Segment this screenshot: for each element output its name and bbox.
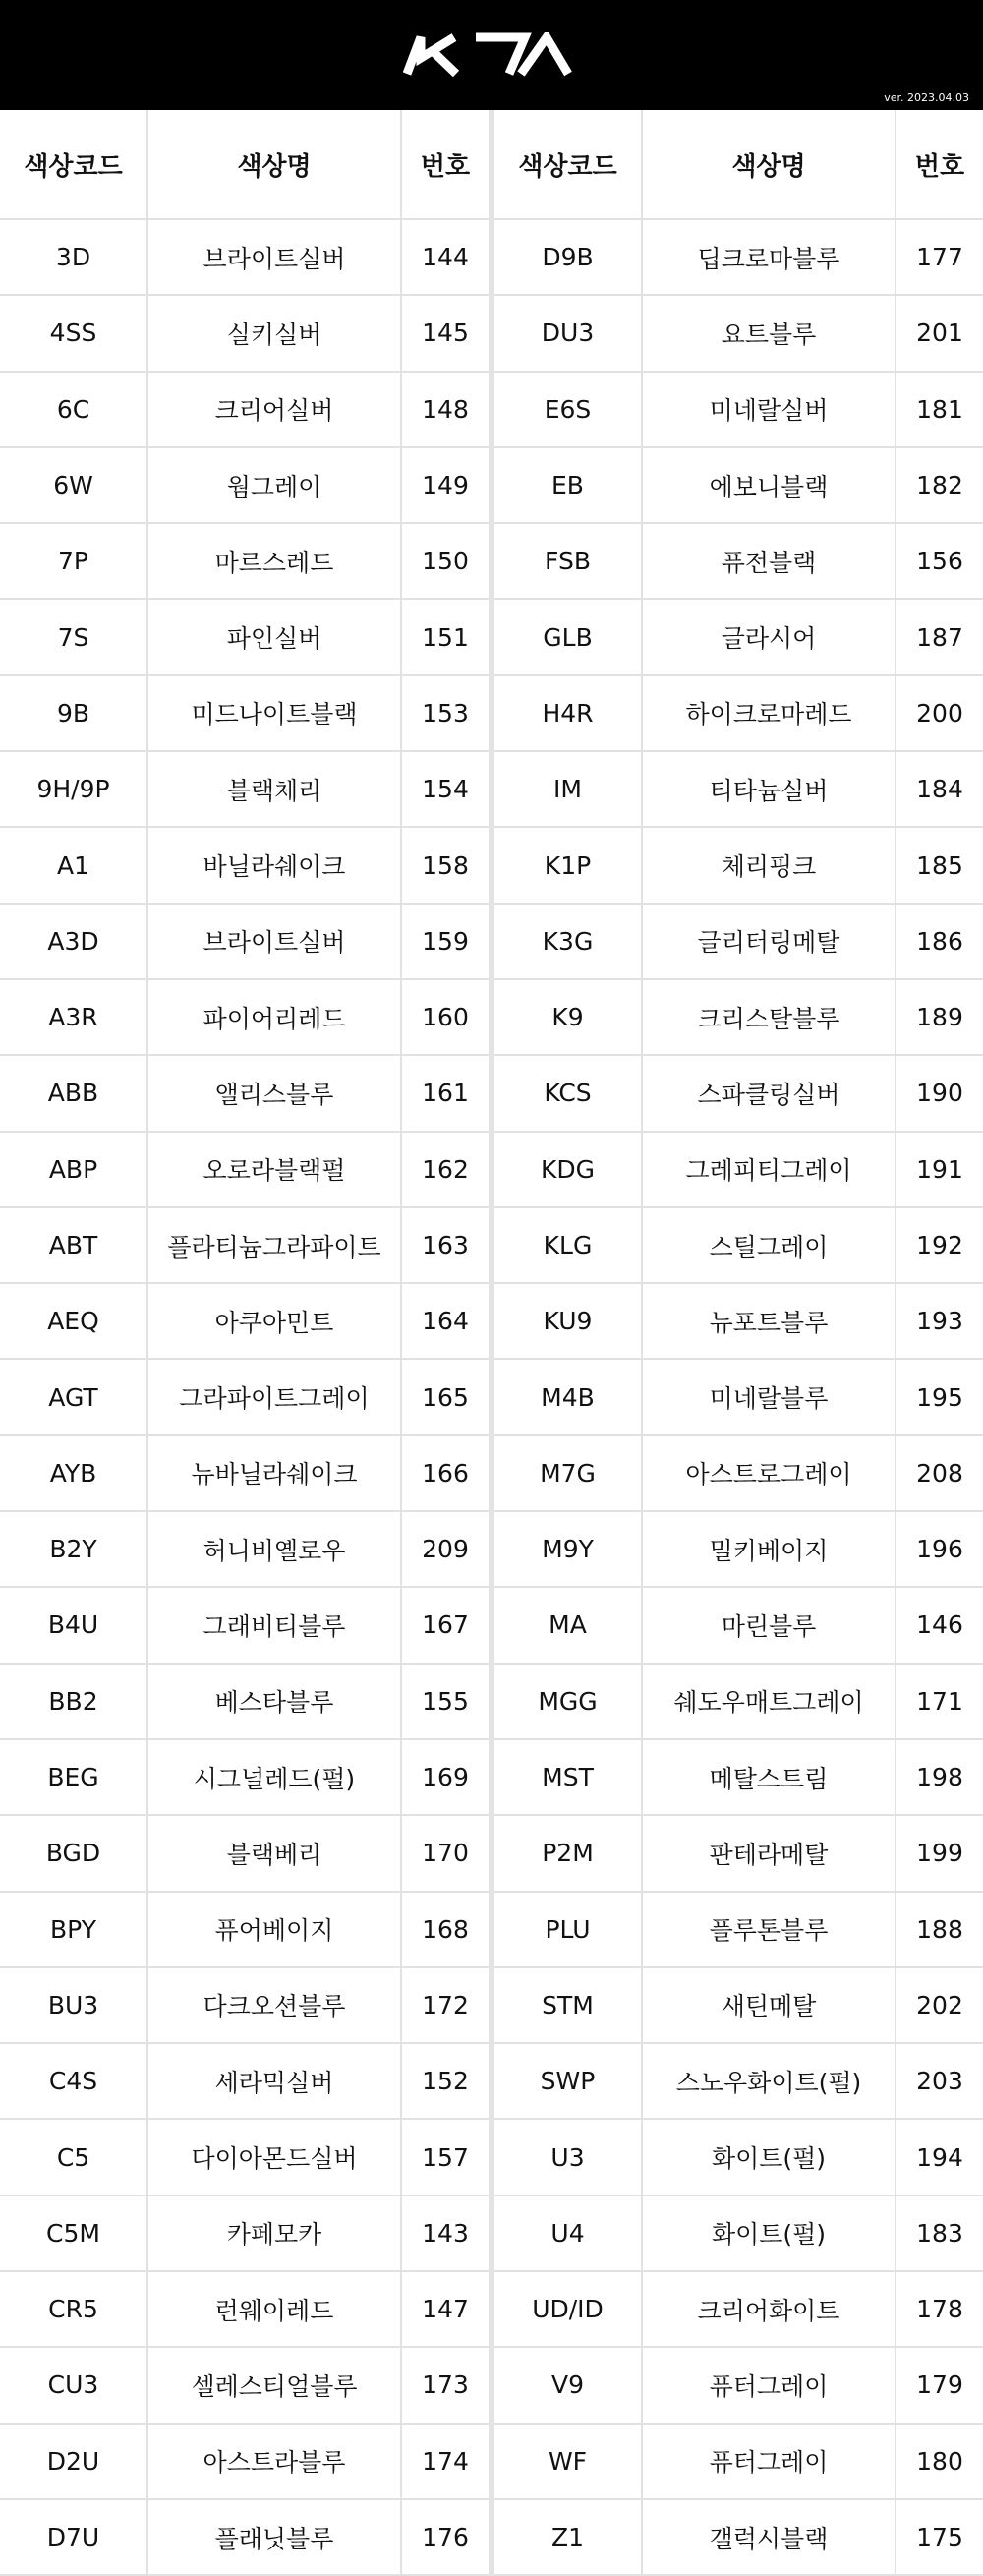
color-name-cell: 셀레스티얼블루 bbox=[147, 2347, 401, 2423]
color-code-cell: H4R bbox=[494, 675, 642, 751]
table-row bbox=[494, 2043, 983, 2119]
color-number-cell: 182 bbox=[896, 447, 983, 523]
color-name-cell: 뉴바닐라쉐이크 bbox=[147, 1435, 401, 1511]
color-code-cell: K9 bbox=[494, 979, 642, 1055]
table-row bbox=[0, 599, 489, 674]
color-code-cell: 3D bbox=[0, 219, 147, 295]
table-row bbox=[494, 2499, 983, 2575]
color-code-cell: C5 bbox=[0, 2119, 147, 2195]
color-name-cell: 아스트라블루 bbox=[147, 2424, 401, 2499]
color-number-cell: 151 bbox=[401, 599, 489, 674]
color-number-cell: 164 bbox=[401, 1283, 489, 1359]
table-row bbox=[494, 2119, 983, 2195]
color-code-cell: GLB bbox=[494, 599, 642, 674]
table-row bbox=[494, 675, 983, 751]
color-code-cell: KDG bbox=[494, 1132, 642, 1207]
color-number-cell: 155 bbox=[401, 1664, 489, 1739]
table-row bbox=[0, 523, 489, 599]
color-name-cell: 미네랄블루 bbox=[642, 1359, 896, 1434]
color-name-cell: 브라이트실버 bbox=[147, 219, 401, 295]
color-code-cell: U4 bbox=[494, 2195, 642, 2271]
table-row bbox=[0, 2271, 489, 2347]
color-number-cell: 191 bbox=[896, 1132, 983, 1207]
header-color-code: 색상코드 bbox=[0, 110, 147, 219]
color-name-cell: 화이트(펄) bbox=[642, 2195, 896, 2271]
color-code-cell: AYB bbox=[0, 1435, 147, 1511]
header-color-name: 색상명 bbox=[642, 110, 896, 219]
color-code-cell: MGG bbox=[494, 1664, 642, 1739]
color-name-cell: 퓨전블랙 bbox=[642, 523, 896, 599]
table-row bbox=[0, 372, 489, 447]
color-name-cell: 아쿠아민트 bbox=[147, 1283, 401, 1359]
color-number-cell: 209 bbox=[401, 1511, 489, 1587]
color-name-cell: 아스트로그레이 bbox=[642, 1435, 896, 1511]
header-number: 번호 bbox=[401, 110, 489, 219]
color-code-cell: CU3 bbox=[0, 2347, 147, 2423]
color-name-cell: 미네랄실버 bbox=[642, 372, 896, 447]
color-number-cell: 188 bbox=[896, 1892, 983, 1967]
table-row bbox=[494, 372, 983, 447]
color-name-cell: 크리스탈블루 bbox=[642, 979, 896, 1055]
color-name-cell: 카페모카 bbox=[147, 2195, 401, 2271]
color-name-cell: 새틴메탈 bbox=[642, 1967, 896, 2043]
table-row bbox=[494, 1664, 983, 1739]
table-row bbox=[0, 1359, 489, 1434]
table-row bbox=[0, 827, 489, 903]
table-row bbox=[494, 751, 983, 827]
table-body-right bbox=[494, 219, 983, 2575]
kia-logo-icon bbox=[403, 32, 580, 78]
table-row bbox=[0, 2195, 489, 2271]
table-row bbox=[494, 2271, 983, 2347]
header-color-name: 색상명 bbox=[147, 110, 401, 219]
table-row bbox=[0, 2119, 489, 2195]
color-name-cell: 블랙베리 bbox=[147, 1815, 401, 1891]
table-row bbox=[0, 751, 489, 827]
color-code-cell: FSB bbox=[494, 523, 642, 599]
table-row bbox=[0, 1435, 489, 1511]
color-name-cell: 앨리스블루 bbox=[147, 1055, 401, 1131]
color-name-cell: 베스타블루 bbox=[147, 1664, 401, 1739]
table-row bbox=[0, 1055, 489, 1131]
color-number-cell: 179 bbox=[896, 2347, 983, 2423]
color-name-cell: 플루톤블루 bbox=[642, 1892, 896, 1967]
color-name-cell: 퓨어베이지 bbox=[147, 1892, 401, 1967]
color-code-cell: 7P bbox=[0, 523, 147, 599]
table-row bbox=[494, 219, 983, 295]
table-row bbox=[0, 295, 489, 371]
table-row bbox=[494, 1815, 983, 1891]
table-row bbox=[0, 447, 489, 523]
color-code-cell: EB bbox=[494, 447, 642, 523]
color-name-cell: 퓨터그레이 bbox=[642, 2347, 896, 2423]
table-header-row bbox=[0, 110, 489, 219]
color-code-tables bbox=[0, 110, 983, 2576]
color-name-cell: 스틸그레이 bbox=[642, 1207, 896, 1283]
table-row bbox=[0, 1664, 489, 1739]
table-row bbox=[494, 1055, 983, 1131]
color-code-cell: M9Y bbox=[494, 1511, 642, 1587]
color-number-cell: 198 bbox=[896, 1739, 983, 1815]
color-name-cell: 플래닛블루 bbox=[147, 2499, 401, 2575]
color-number-cell: 175 bbox=[896, 2499, 983, 2575]
color-code-cell: STM bbox=[494, 1967, 642, 2043]
color-name-cell: 요트블루 bbox=[642, 295, 896, 371]
table-row bbox=[0, 1511, 489, 1587]
color-number-cell: 189 bbox=[896, 979, 983, 1055]
color-name-cell: 마르스레드 bbox=[147, 523, 401, 599]
color-code-cell: SWP bbox=[494, 2043, 642, 2119]
table-row bbox=[494, 1207, 983, 1283]
table-row bbox=[0, 1892, 489, 1967]
color-number-cell: 145 bbox=[401, 295, 489, 371]
color-number-cell: 190 bbox=[896, 1055, 983, 1131]
color-number-cell: 180 bbox=[896, 2424, 983, 2499]
color-number-cell: 152 bbox=[401, 2043, 489, 2119]
color-table-left bbox=[0, 110, 489, 2576]
table-row bbox=[494, 2195, 983, 2271]
color-name-cell: 허니비옐로우 bbox=[147, 1511, 401, 1587]
color-number-cell: 196 bbox=[896, 1511, 983, 1587]
color-number-cell: 195 bbox=[896, 1359, 983, 1434]
color-number-cell: 146 bbox=[896, 1587, 983, 1663]
color-name-cell: 판테라메탈 bbox=[642, 1815, 896, 1891]
color-number-cell: 153 bbox=[401, 675, 489, 751]
color-code-cell: A1 bbox=[0, 827, 147, 903]
header-bar bbox=[0, 0, 983, 110]
color-number-cell: 166 bbox=[401, 1435, 489, 1511]
color-code-cell: BB2 bbox=[0, 1664, 147, 1739]
color-name-cell: 티타늄실버 bbox=[642, 751, 896, 827]
color-code-cell: V9 bbox=[494, 2347, 642, 2423]
color-number-cell: 200 bbox=[896, 675, 983, 751]
color-number-cell: 158 bbox=[401, 827, 489, 903]
color-name-cell: 세라믹실버 bbox=[147, 2043, 401, 2119]
color-code-cell: CR5 bbox=[0, 2271, 147, 2347]
color-code-cell: D2U bbox=[0, 2424, 147, 2499]
table-row bbox=[494, 1132, 983, 1207]
color-name-cell: 체리핑크 bbox=[642, 827, 896, 903]
color-number-cell: 201 bbox=[896, 295, 983, 371]
color-number-cell: 161 bbox=[401, 1055, 489, 1131]
color-code-cell: BEG bbox=[0, 1739, 147, 1815]
color-code-cell: C4S bbox=[0, 2043, 147, 2119]
color-number-cell: 160 bbox=[401, 979, 489, 1055]
color-table-right bbox=[494, 110, 983, 2576]
table-row bbox=[0, 2043, 489, 2119]
color-code-cell: WF bbox=[494, 2424, 642, 2499]
color-code-cell: 6C bbox=[0, 372, 147, 447]
color-code-cell: PLU bbox=[494, 1892, 642, 1967]
color-code-cell: AGT bbox=[0, 1359, 147, 1434]
color-code-cell: U3 bbox=[494, 2119, 642, 2195]
color-code-cell: MA bbox=[494, 1587, 642, 1663]
color-code-cell: ABT bbox=[0, 1207, 147, 1283]
color-number-cell: 157 bbox=[401, 2119, 489, 2195]
color-number-cell: 183 bbox=[896, 2195, 983, 2271]
table-header-row bbox=[494, 110, 983, 219]
color-code-cell: MST bbox=[494, 1739, 642, 1815]
table-row bbox=[0, 2499, 489, 2575]
color-number-cell: 149 bbox=[401, 447, 489, 523]
color-code-cell: 9B bbox=[0, 675, 147, 751]
color-name-cell: 그래비티블루 bbox=[147, 1587, 401, 1663]
color-number-cell: 203 bbox=[896, 2043, 983, 2119]
color-code-cell: B2Y bbox=[0, 1511, 147, 1587]
color-code-cell: KLG bbox=[494, 1207, 642, 1283]
table-row bbox=[494, 1739, 983, 1815]
table-row bbox=[494, 599, 983, 674]
color-code-cell: IM bbox=[494, 751, 642, 827]
color-number-cell: 150 bbox=[401, 523, 489, 599]
table-row bbox=[0, 1587, 489, 1663]
color-code-cell: M7G bbox=[494, 1435, 642, 1511]
color-code-cell: D7U bbox=[0, 2499, 147, 2575]
color-name-cell: 바닐라쉐이크 bbox=[147, 827, 401, 903]
table-row bbox=[0, 2347, 489, 2423]
color-number-cell: 154 bbox=[401, 751, 489, 827]
color-name-cell: 딥크로마블루 bbox=[642, 219, 896, 295]
color-name-cell: 다이아몬드실버 bbox=[147, 2119, 401, 2195]
table-row bbox=[0, 1132, 489, 1207]
color-code-cell: BGD bbox=[0, 1815, 147, 1891]
header-number: 번호 bbox=[896, 110, 983, 219]
color-name-cell: 쉐도우매트그레이 bbox=[642, 1664, 896, 1739]
color-name-cell: 웜그레이 bbox=[147, 447, 401, 523]
color-code-cell: ABP bbox=[0, 1132, 147, 1207]
color-number-cell: 184 bbox=[896, 751, 983, 827]
color-number-cell: 193 bbox=[896, 1283, 983, 1359]
color-code-cell: C5M bbox=[0, 2195, 147, 2271]
color-name-cell: 플라티늄그라파이트 bbox=[147, 1207, 401, 1283]
color-name-cell: 밀키베이지 bbox=[642, 1511, 896, 1587]
table-row bbox=[0, 1967, 489, 2043]
color-number-cell: 176 bbox=[401, 2499, 489, 2575]
color-name-cell: 크리어실버 bbox=[147, 372, 401, 447]
color-number-cell: 172 bbox=[401, 1967, 489, 2043]
table-row bbox=[0, 1815, 489, 1891]
color-code-cell: P2M bbox=[494, 1815, 642, 1891]
color-code-cell: K3G bbox=[494, 904, 642, 979]
table-row bbox=[494, 1435, 983, 1511]
color-number-cell: 186 bbox=[896, 904, 983, 979]
color-code-cell: KU9 bbox=[494, 1283, 642, 1359]
color-code-cell: 4SS bbox=[0, 295, 147, 371]
color-number-cell: 194 bbox=[896, 2119, 983, 2195]
color-name-cell: 스노우화이트(펄) bbox=[642, 2043, 896, 2119]
color-code-cell: B4U bbox=[0, 1587, 147, 1663]
color-code-cell: UD/ID bbox=[494, 2271, 642, 2347]
color-number-cell: 170 bbox=[401, 1815, 489, 1891]
color-code-cell: 9H/9P bbox=[0, 751, 147, 827]
color-name-cell: 다크오션블루 bbox=[147, 1967, 401, 2043]
color-code-cell: 6W bbox=[0, 447, 147, 523]
color-number-cell: 159 bbox=[401, 904, 489, 979]
table-row bbox=[494, 2347, 983, 2423]
color-name-cell: 시그널레드(펄) bbox=[147, 1739, 401, 1815]
table-row bbox=[494, 1283, 983, 1359]
table-row bbox=[0, 2424, 489, 2499]
table-row bbox=[494, 447, 983, 523]
color-name-cell: 스파클링실버 bbox=[642, 1055, 896, 1131]
header-color-code: 색상코드 bbox=[494, 110, 642, 219]
table-row bbox=[494, 827, 983, 903]
color-name-cell: 브라이트실버 bbox=[147, 904, 401, 979]
color-number-cell: 181 bbox=[896, 372, 983, 447]
color-code-cell: D9B bbox=[494, 219, 642, 295]
table-row bbox=[0, 675, 489, 751]
color-name-cell: 파이어리레드 bbox=[147, 979, 401, 1055]
color-name-cell: 에보니블랙 bbox=[642, 447, 896, 523]
color-name-cell: 글리터링메탈 bbox=[642, 904, 896, 979]
color-name-cell: 크리어화이트 bbox=[642, 2271, 896, 2347]
color-number-cell: 156 bbox=[896, 523, 983, 599]
color-code-cell: A3R bbox=[0, 979, 147, 1055]
color-number-cell: 187 bbox=[896, 599, 983, 674]
color-name-cell: 갤럭시블랙 bbox=[642, 2499, 896, 2575]
table-row bbox=[494, 904, 983, 979]
color-code-cell: BU3 bbox=[0, 1967, 147, 2043]
table-row bbox=[0, 904, 489, 979]
table-row bbox=[494, 1359, 983, 1434]
color-code-cell: DU3 bbox=[494, 295, 642, 371]
color-number-cell: 177 bbox=[896, 219, 983, 295]
color-name-cell: 파인실버 bbox=[147, 599, 401, 674]
color-number-cell: 192 bbox=[896, 1207, 983, 1283]
color-number-cell: 171 bbox=[896, 1664, 983, 1739]
table-row bbox=[494, 2424, 983, 2499]
color-number-cell: 208 bbox=[896, 1435, 983, 1511]
color-number-cell: 147 bbox=[401, 2271, 489, 2347]
color-code-cell: 7S bbox=[0, 599, 147, 674]
color-name-cell: 글라시어 bbox=[642, 599, 896, 674]
color-code-cell: Z1 bbox=[494, 2499, 642, 2575]
color-number-cell: 165 bbox=[401, 1359, 489, 1434]
color-number-cell: 144 bbox=[401, 219, 489, 295]
color-number-cell: 199 bbox=[896, 1815, 983, 1891]
color-code-cell: A3D bbox=[0, 904, 147, 979]
version-label: ver. 2023.04.03 bbox=[884, 91, 969, 104]
color-name-cell: 하이크로마레드 bbox=[642, 675, 896, 751]
color-code-cell: BPY bbox=[0, 1892, 147, 1967]
table-row bbox=[494, 1587, 983, 1663]
color-number-cell: 185 bbox=[896, 827, 983, 903]
color-name-cell: 화이트(펄) bbox=[642, 2119, 896, 2195]
color-name-cell: 뉴포트블루 bbox=[642, 1283, 896, 1359]
color-name-cell: 마린블루 bbox=[642, 1587, 896, 1663]
table-row bbox=[0, 979, 489, 1055]
color-number-cell: 173 bbox=[401, 2347, 489, 2423]
color-number-cell: 174 bbox=[401, 2424, 489, 2499]
color-name-cell: 미드나이트블랙 bbox=[147, 675, 401, 751]
table-row bbox=[494, 1892, 983, 1967]
color-number-cell: 168 bbox=[401, 1892, 489, 1967]
color-number-cell: 148 bbox=[401, 372, 489, 447]
table-row bbox=[494, 1511, 983, 1587]
table-row bbox=[494, 1967, 983, 2043]
color-number-cell: 163 bbox=[401, 1207, 489, 1283]
color-number-cell: 162 bbox=[401, 1132, 489, 1207]
color-name-cell: 메탈스트림 bbox=[642, 1739, 896, 1815]
table-row bbox=[0, 219, 489, 295]
color-number-cell: 167 bbox=[401, 1587, 489, 1663]
color-code-cell: KCS bbox=[494, 1055, 642, 1131]
color-code-cell: E6S bbox=[494, 372, 642, 447]
color-name-cell: 실키실버 bbox=[147, 295, 401, 371]
table-body-left bbox=[0, 219, 489, 2575]
color-name-cell: 블랙체리 bbox=[147, 751, 401, 827]
color-code-cell: M4B bbox=[494, 1359, 642, 1434]
color-name-cell: 오로라블랙펄 bbox=[147, 1132, 401, 1207]
color-number-cell: 143 bbox=[401, 2195, 489, 2271]
table-row bbox=[494, 295, 983, 371]
color-name-cell: 그라파이트그레이 bbox=[147, 1359, 401, 1434]
table-row bbox=[0, 1739, 489, 1815]
table-row bbox=[0, 1207, 489, 1283]
color-code-cell: ABB bbox=[0, 1055, 147, 1131]
table-row bbox=[494, 523, 983, 599]
color-number-cell: 178 bbox=[896, 2271, 983, 2347]
color-number-cell: 202 bbox=[896, 1967, 983, 2043]
color-number-cell: 169 bbox=[401, 1739, 489, 1815]
table-row bbox=[494, 979, 983, 1055]
color-code-cell: K1P bbox=[494, 827, 642, 903]
color-name-cell: 그레피티그레이 bbox=[642, 1132, 896, 1207]
color-name-cell: 퓨터그레이 bbox=[642, 2424, 896, 2499]
table-row bbox=[0, 1283, 489, 1359]
color-code-cell: AEQ bbox=[0, 1283, 147, 1359]
color-name-cell: 런웨이레드 bbox=[147, 2271, 401, 2347]
